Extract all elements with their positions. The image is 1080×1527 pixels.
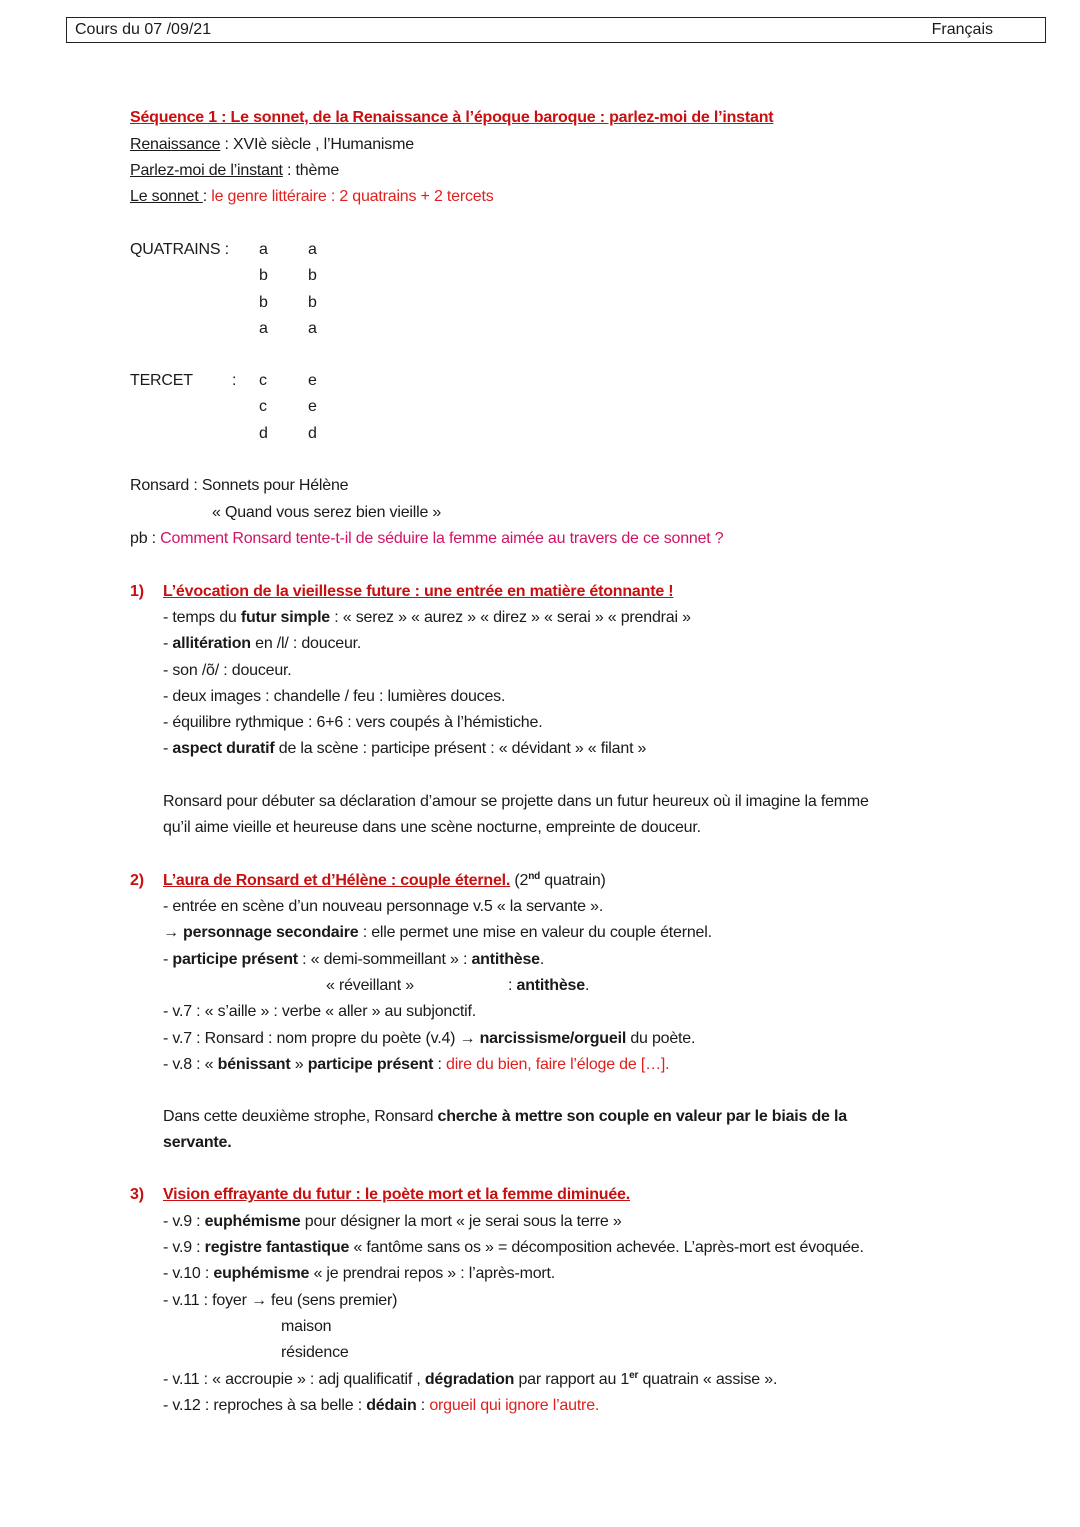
text-segment: Dans cette deuxième strophe, Ronsard (163, 1108, 438, 1125)
text-segment: : (433, 1056, 446, 1073)
list-item (163, 920, 712, 946)
text-segment: euphémisme (204, 1213, 301, 1230)
pb-text: Comment Ronsard tente-t-il de séduire la femme aimée au travers de ce sonnet ? (160, 530, 724, 547)
parlez-line (130, 158, 339, 184)
section-2-heading (130, 868, 606, 894)
list-item (163, 1261, 555, 1287)
list-item (508, 973, 589, 999)
text: : thème (282, 162, 340, 179)
list-item (163, 1052, 669, 1078)
text-segment: . (539, 951, 545, 968)
text-segment: participe présent (307, 1056, 434, 1073)
text-segment: - v.9 : (163, 1213, 205, 1230)
text-segment: antithèse (516, 977, 585, 994)
section-number: 3) (130, 1186, 144, 1203)
text-segment: futur simple (240, 609, 331, 626)
rhyme-letter: b (308, 293, 317, 311)
list-item (163, 1393, 599, 1419)
section-3-heading (130, 1182, 630, 1208)
list-item: « réveillant » (326, 977, 414, 994)
sep: : (202, 188, 212, 205)
text-segment: en /l/ : douceur. (250, 635, 362, 652)
section-1-heading (130, 579, 674, 605)
text-segment: narcissisme/orgueil (479, 1030, 627, 1047)
text-segment: aspect duratif (172, 740, 275, 757)
rhyme-letter: b (259, 267, 268, 285)
text-segment: bénissant (217, 1056, 291, 1073)
list-item: - entrée en scène d’un nouveau personnage v.5 « la servante ». (163, 898, 604, 915)
text-segment: quatrain) (540, 872, 606, 889)
text-segment: antithèse (471, 951, 540, 968)
list-item (163, 1026, 695, 1052)
text-segment: dédain (366, 1397, 417, 1414)
rhyme-letter: d (308, 424, 317, 442)
subject: Français (931, 21, 993, 38)
list-item: maison (281, 1318, 332, 1335)
section-title: Vision effrayante du futur : le poète mort et la femme diminuée. (163, 1186, 630, 1203)
course-date: Cours du 07 /09/21 (75, 21, 212, 38)
label: Parlez-moi de l’instant (130, 162, 283, 179)
section-title: L’aura de Ronsard et d’Hélène : couple éternel. (163, 872, 511, 889)
text-segment: : « demi-sommeillant » : (297, 951, 472, 968)
list-item (163, 631, 361, 657)
rhyme-letter: c (259, 398, 267, 416)
section-number: 2) (130, 872, 144, 889)
poem-title: « Quand vous serez bien vieille » (212, 504, 442, 521)
text-segment: er (629, 1370, 639, 1381)
rhyme-letter: e (308, 372, 317, 389)
list-item (163, 1235, 864, 1261)
pb-label: pb : (130, 530, 161, 547)
text-segment: du poète. (626, 1030, 696, 1047)
problematic (130, 526, 724, 552)
list-item: - v.11 : foyer → feu (sens premier) (163, 1292, 398, 1309)
summary: servante. (163, 1134, 232, 1151)
author-line: Ronsard : Sonnets pour Hélène (130, 477, 349, 494)
text-segment: orgueil qui ignore l’autre. (429, 1397, 600, 1414)
list-item: résidence (281, 1344, 349, 1361)
text-segment: : « serez » « aurez » « direz » « serai » « prendrai » (330, 609, 691, 626)
text-segment: - v.10 : (163, 1265, 214, 1282)
text-segment: de la scène : participe présent : « dévidant » « filant » (274, 740, 647, 757)
renaissance-line (130, 132, 414, 158)
sequence-title: Séquence 1 : Le sonnet, de la Renaissance à l’époque baroque : parlez-moi de l’instant (130, 109, 774, 126)
rhyme-letter: a (259, 241, 268, 258)
text-segment: - (163, 951, 173, 968)
text-segment: dégradation (424, 1371, 515, 1388)
tercet-colon: : (232, 372, 237, 389)
text-segment: quatrain « assise ». (638, 1371, 778, 1388)
text-segment: personnage secondaire (183, 924, 359, 941)
rhyme-letter: a (259, 319, 268, 337)
summary: Ronsard pour débuter sa déclaration d’amour se projette dans un futur heureux où il imagine la femme (163, 793, 869, 810)
text-segment: dire du bien, faire l’éloge de […]. (446, 1056, 670, 1073)
rhyme-letter: c (259, 372, 267, 389)
rhyme-letter: e (308, 398, 317, 416)
text-segment: - (163, 635, 173, 652)
summary: qu’il aime vieille et heureuse dans une scène nocturne, empreinte de douceur. (163, 819, 701, 836)
list-item (163, 947, 544, 973)
text: le genre littéraire : 2 quatrains + 2 tercets (211, 188, 494, 205)
text-segment: : elle permet une mise en valeur du couple éternel. (358, 924, 712, 941)
text-segment: → (163, 924, 184, 941)
sonnet-line (130, 184, 494, 210)
text-segment: - v.11 : « accroupie » : adj qualificatif , (163, 1371, 425, 1388)
label: Le sonnet (130, 188, 203, 205)
text-segment: euphémisme (213, 1265, 310, 1282)
label: Renaissance (130, 136, 221, 153)
summary (163, 1104, 847, 1130)
text-segment: - (163, 740, 173, 757)
list-item: - v.7 : « s’aille » : verbe « aller » au subjonctif. (163, 1003, 477, 1020)
list-item: - son /õ/ : douceur. (163, 662, 292, 679)
quatrains-label: QUATRAINS : (130, 241, 229, 258)
section-number: 1) (130, 583, 144, 600)
section-title: L’évocation de la vieillesse future : une entrée en matière étonnante ! (163, 583, 674, 600)
rhyme-letter: b (308, 267, 317, 285)
text-segment: » (290, 1056, 308, 1073)
text-segment: cherche à mettre son couple en valeur par le biais de la (437, 1108, 847, 1125)
text-segment: : (416, 1397, 430, 1414)
text-segment: (2 (510, 872, 529, 889)
text-segment: registre fantastique (204, 1239, 350, 1256)
rhyme-letter: b (259, 293, 268, 311)
list-item: - deux images : chandelle / feu : lumières douces. (163, 688, 506, 705)
text-segment: pour désigner la mort « je serai sous la terre » (300, 1213, 622, 1230)
text: : XVIè siècle , l’Humanisme (220, 136, 414, 153)
rhyme-letter: a (308, 241, 317, 258)
list-item (163, 736, 646, 762)
text-segment: nd (528, 871, 541, 882)
text-segment: : (508, 977, 517, 994)
list-item (163, 605, 691, 631)
text-segment: « je prendrai repos » : l’après-mort. (309, 1265, 556, 1282)
text-segment: par rapport au 1 (514, 1371, 630, 1388)
text-segment: « fantôme sans os » = décomposition achevée. L’après-mort est évoquée. (349, 1239, 864, 1256)
text-segment: - v.12 : reproches à sa belle : (163, 1397, 367, 1414)
list-item (163, 1209, 622, 1235)
text-segment: - temps du (163, 609, 241, 626)
page-header (66, 17, 1046, 43)
list-item: - équilibre rythmique : 6+6 : vers coupés à l’hémistiche. (163, 714, 543, 731)
rhyme-letter: a (308, 319, 317, 337)
text-segment: - v.9 : (163, 1239, 205, 1256)
tercet-label: TERCET (130, 372, 193, 389)
text-segment: - v.8 : « (163, 1056, 218, 1073)
rhyme-letter: d (259, 424, 268, 442)
text-segment: - v.7 : Ronsard : nom propre du poète (v.4) → (163, 1030, 480, 1047)
list-item (163, 1367, 777, 1393)
text-segment: allitération (172, 635, 251, 652)
text-segment: . (584, 977, 590, 994)
text-segment: participe présent (172, 951, 298, 968)
